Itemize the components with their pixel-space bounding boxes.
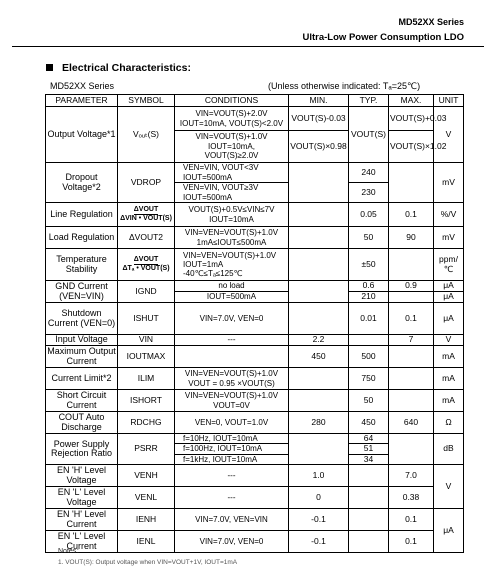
max-line-regulation: 0.1 — [389, 203, 434, 227]
max-max-output-current — [389, 346, 434, 368]
cond-line: IOUT=500mA — [183, 192, 233, 202]
cond-line: VOUT=0V — [213, 400, 250, 410]
cond-line: VIN=VEN=VOUT(S)+1.0V — [184, 228, 279, 238]
unit-line: ppm/ — [439, 254, 458, 265]
symbol-shutdown-current: ISHUT — [118, 303, 175, 335]
param-input-voltage: Input Voltage — [46, 335, 118, 346]
typ-current-limit: 750 — [349, 368, 389, 390]
unit-line: ℃ — [443, 263, 454, 274]
symbol-load-regulation: ΔVOUT2 — [118, 227, 175, 249]
symbol-input-voltage: VIN — [118, 335, 175, 346]
section-marker-icon — [46, 64, 53, 71]
cond-psrr-3: f=1kHz, IOUT=10mA — [175, 454, 289, 464]
max-gnd-current-2 — [389, 292, 434, 303]
product-series-header: MD52XX Series — [398, 17, 464, 27]
cond-line: VIN=VOUT(S)+2.0V — [195, 109, 268, 119]
unit-gnd-current-1: μA — [434, 281, 464, 292]
max-load-regulation: 90 — [389, 227, 434, 249]
cond-line: VOUT(S)≥2.0V — [204, 151, 259, 161]
cond-en-low-voltage: --- — [175, 487, 289, 509]
cond-line-regulation — [175, 203, 289, 227]
cond-line: -40℃≤Tₐ≤125℃ — [183, 269, 243, 279]
section-title — [46, 62, 191, 74]
min-short-circuit-current — [289, 390, 349, 412]
param-shutdown-current: Shutdown Current (VEN=0) — [46, 303, 118, 335]
header-max: MAX. — [389, 95, 434, 107]
table-row — [46, 107, 464, 131]
section-title-text: Electrical Characteristics: — [62, 62, 191, 74]
header-parameter: PARAMETER — [46, 95, 118, 107]
table-row — [46, 281, 464, 292]
cond-temperature-stability — [175, 249, 289, 281]
cond-line: IOUT=10mA, — [208, 141, 255, 151]
unit-line-regulation: %/V — [434, 203, 464, 227]
param-output-voltage: Output Voltage*1 — [46, 107, 118, 163]
unit-load-regulation: mV — [434, 227, 464, 249]
param-psrr: Power Supply Rejection Ratio — [46, 434, 118, 465]
min-psrr — [289, 434, 349, 465]
typ-max-output-current: 500 — [349, 346, 389, 368]
symbol-max-output-current: IOUTMAX — [118, 346, 175, 368]
min-en-low-current: -0.1 — [289, 531, 349, 553]
max-input-voltage: 7 — [389, 335, 434, 346]
symbol-output-voltage: Vₒᵤₜ(S) — [118, 107, 175, 163]
max-gnd-current-1: 0.9 — [389, 281, 434, 292]
max-shutdown-current: 0.1 — [389, 303, 434, 335]
cond-input-voltage: --- — [175, 335, 289, 346]
cond-line: VIN=VEN=VOUT(S)+1.0V — [184, 369, 279, 379]
header-typ: TYP. — [349, 95, 389, 107]
symbol-en-low-current: IENL — [118, 531, 175, 553]
unit-shutdown-current: μA — [434, 303, 464, 335]
typ-psrr-3: 34 — [349, 454, 389, 464]
min-en-low-voltage: 0 — [289, 487, 349, 509]
table-row — [46, 412, 464, 434]
cond-line: VIN=VEN=VOUT(S)+1.0V — [184, 391, 279, 401]
symbol-en-high-voltage: VENH — [118, 465, 175, 487]
max-output-voltage-1: VOUT(S)+0.03 — [389, 107, 434, 131]
symbol-gnd-current: IGND — [118, 281, 175, 303]
table-row — [46, 531, 464, 553]
cond-output-voltage-2 — [175, 131, 289, 163]
symbol-numerator: ΔVOUT — [133, 206, 159, 213]
max-temperature-stability — [389, 249, 434, 281]
param-gnd-current: GND Current (VEN=VIN) — [46, 281, 118, 303]
cond-output-voltage-1 — [175, 107, 289, 131]
max-cout-auto-discharge: 640 — [389, 412, 434, 434]
cond-short-circuit-current — [175, 390, 289, 412]
typ-line-regulation: 0.05 — [349, 203, 389, 227]
unit-temperature-stability — [434, 249, 464, 281]
symbol-line-regulation — [118, 203, 175, 227]
typ-temperature-stability: ±50 — [349, 249, 389, 281]
min-temperature-stability — [289, 249, 349, 281]
typ-en-high-current — [349, 509, 389, 531]
min-output-voltage-1: VOUT(S)-0.03 — [289, 107, 349, 131]
unit-en-current: μA — [434, 509, 464, 553]
typ-input-voltage — [349, 335, 389, 346]
cond-current-limit — [175, 368, 289, 390]
min-en-high-voltage: 1.0 — [289, 465, 349, 487]
symbol-dropout-voltage: VDROP — [118, 163, 175, 203]
param-max-output-current: Maximum Output Current — [47, 346, 116, 366]
unit-psrr: dB — [434, 434, 464, 465]
max-short-circuit-current — [389, 390, 434, 412]
table-row — [46, 203, 464, 227]
symbol-current-limit: ILIM — [118, 368, 175, 390]
typ-cout-auto-discharge: 450 — [349, 412, 389, 434]
min-input-voltage: 2.2 — [289, 335, 349, 346]
min-en-high-current: -0.1 — [289, 509, 349, 531]
typ-en-high-voltage — [349, 465, 389, 487]
max-en-high-voltage: 7.0 — [389, 465, 434, 487]
max-dropout-voltage — [389, 163, 434, 203]
max-en-low-voltage: 0.38 — [389, 487, 434, 509]
typ-psrr-1: 64 — [349, 434, 389, 444]
unit-gnd-current-2: μA — [434, 292, 464, 303]
min-max-output-current: 450 — [289, 346, 349, 368]
table-row — [46, 335, 464, 346]
table-header-row — [46, 95, 464, 107]
cond-cout-auto-discharge: VEN=0, VOUT=1.0V — [175, 412, 289, 434]
unit-input-voltage: V — [434, 335, 464, 346]
param-en-low-voltage: EN 'L' Level Voltage — [46, 487, 118, 509]
typ-gnd-current-2: 210 — [349, 292, 389, 303]
min-shutdown-current — [289, 303, 349, 335]
cond-en-low-current: VIN=7.0V, VEN=0 — [175, 531, 289, 553]
cond-line: VEN=VIN, VOUT<3V — [183, 163, 259, 173]
unit-max-output-current: mA — [434, 346, 464, 368]
max-en-low-current: 0.1 — [389, 531, 434, 553]
typ-load-regulation: 50 — [349, 227, 389, 249]
param-dropout-voltage: Dropout Voltage*2 — [46, 163, 118, 203]
typ-gnd-current-1: 0.6 — [349, 281, 389, 292]
min-line-regulation — [289, 203, 349, 227]
header-rule — [12, 46, 484, 47]
param-current-limit: Current Limit*2 — [46, 368, 118, 390]
min-load-regulation — [289, 227, 349, 249]
table-row — [46, 368, 464, 390]
param-load-regulation: Load Regulation — [46, 227, 118, 249]
table-row — [46, 487, 464, 509]
symbol-numerator: ΔVOUT — [133, 256, 159, 263]
header-min: MIN. — [289, 95, 349, 107]
table-row — [46, 509, 464, 531]
unit-dropout-voltage: mV — [434, 163, 464, 203]
typ-dropout-voltage-2: 230 — [349, 183, 389, 203]
param-short-circuit-current: Short Circuit Current — [46, 390, 118, 412]
cond-gnd-current-1: no load — [175, 281, 289, 292]
unit-en-voltage: V — [434, 465, 464, 509]
max-psrr — [389, 434, 434, 465]
unit-cout-auto-discharge: Ω — [434, 412, 464, 434]
param-en-high-voltage: EN 'H' Level Voltage — [46, 465, 118, 487]
table-row — [46, 227, 464, 249]
cond-line: VIN=VOUT(S)+1.0V — [195, 132, 268, 142]
param-cout-auto-discharge: COUT Auto Discharge — [46, 412, 118, 434]
symbol-denominator: ΔVIN • VOUT(S) — [120, 215, 172, 222]
min-cout-auto-discharge: 280 — [289, 412, 349, 434]
cond-psrr-1: f=10Hz, IOUT=10mA — [175, 434, 289, 444]
min-current-limit — [289, 368, 349, 390]
symbol-temperature-stability — [118, 249, 175, 281]
cond-line: 1mA≤IOUT≤500mA — [196, 237, 267, 247]
product-subtitle-header: Ultra-Low Power Consumption LDO — [302, 32, 464, 43]
cond-line: VIN=VEN=VOUT(S)+1.0V — [183, 250, 277, 260]
unit-current-limit: mA — [434, 368, 464, 390]
cond-line: IOUT=1mA — [183, 259, 224, 269]
unit-short-circuit-current: mA — [434, 390, 464, 412]
min-dropout-voltage — [289, 163, 349, 203]
symbol-en-low-voltage: VENL — [118, 487, 175, 509]
electrical-characteristics-table — [45, 94, 464, 553]
cond-psrr-2: f=100Hz, IOUT=10mA — [175, 444, 289, 454]
param-line-regulation: Line Regulation — [46, 203, 118, 227]
table-row — [46, 346, 464, 368]
table-row — [46, 249, 464, 281]
cond-dropout-voltage-1 — [175, 163, 289, 183]
typ-output-voltage: VOUT(S) — [349, 107, 389, 163]
table-row — [46, 465, 464, 487]
table-row — [46, 163, 464, 183]
symbol-short-circuit-current: ISHORT — [118, 390, 175, 412]
cond-max-output-current — [175, 346, 289, 368]
note-1: 1. VOUT(S): Output voltage when VIN=VOUT+1V, IOUT=1mA — [58, 559, 238, 566]
typ-short-circuit-current: 50 — [349, 390, 389, 412]
cond-dropout-voltage-2 — [175, 183, 289, 203]
test-conditions-note: (Unless otherwise indicated: Tₐ=25℃) — [268, 81, 421, 91]
cond-en-high-current: VIN=7.0V, VEN=VIN — [175, 509, 289, 531]
symbol-cout-auto-discharge: RDCHG — [118, 412, 175, 434]
symbol-denominator: ΔTₐ • VOUT(S) — [122, 265, 170, 272]
typ-psrr-2: 51 — [349, 444, 389, 454]
symbol-psrr: PSRR — [118, 434, 175, 465]
cond-en-high-voltage: --- — [175, 465, 289, 487]
notes-label: Notes： — [58, 548, 84, 555]
typ-en-low-current — [349, 531, 389, 553]
table-row — [46, 390, 464, 412]
table-row — [46, 303, 464, 335]
cond-shutdown-current: VIN=7.0V, VEN=0 — [175, 303, 289, 335]
header-conditions: CONDITIONS — [175, 95, 289, 107]
min-output-voltage-2: VOUT(S)×0.98 — [289, 131, 349, 163]
typ-shutdown-current: 0.01 — [349, 303, 389, 335]
param-en-high-current: EN 'H' Level Current — [46, 509, 118, 531]
symbol-en-high-current: IENH — [118, 509, 175, 531]
table-row — [46, 434, 464, 444]
typ-en-low-voltage — [349, 487, 389, 509]
series-label: MD52XX Series — [50, 81, 115, 91]
cond-gnd-current-2: IOUT=500mA — [175, 292, 289, 303]
cond-line: IOUT=500mA — [183, 172, 233, 182]
unit-output-voltage: V — [434, 107, 464, 163]
max-output-voltage-2: VOUT(S)×1.02 — [389, 131, 434, 163]
typ-dropout-voltage-1: 240 — [349, 163, 389, 183]
min-gnd-current — [289, 281, 349, 303]
cond-line: IOUT=10mA, VOUT(S)<2.0V — [179, 118, 284, 128]
param-en-low-current: EN 'L' Level Current — [46, 531, 118, 553]
param-temperature-stability: Temperature Stability — [46, 249, 118, 281]
max-current-limit — [389, 368, 434, 390]
max-en-high-current: 0.1 — [389, 509, 434, 531]
cond-line: IOUT=10mA — [209, 214, 254, 224]
cond-line: VEN=VIN, VOUT≥3V — [183, 183, 259, 193]
header-symbol: SYMBOL — [118, 95, 175, 107]
cond-line: VOUT = 0.95 ×VOUT(S) — [188, 378, 275, 388]
cond-load-regulation — [175, 227, 289, 249]
header-unit: UNIT — [434, 95, 464, 107]
cond-line: VOUT(S)+0.5V≤VIN≤7V — [188, 205, 275, 215]
